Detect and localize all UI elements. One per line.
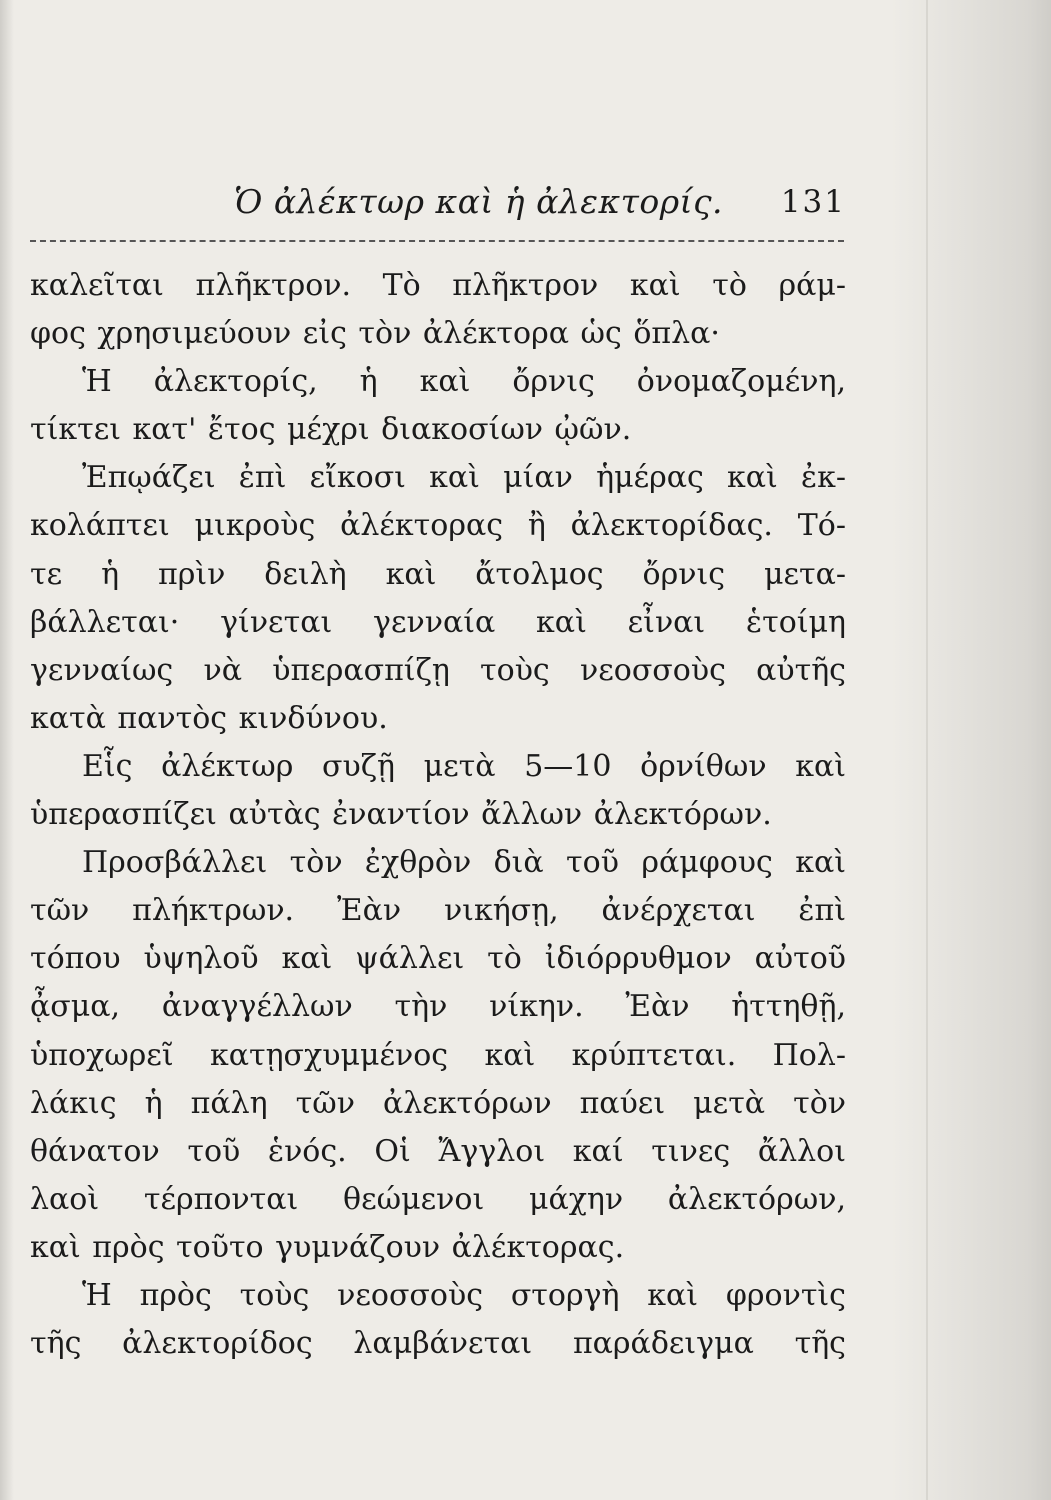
text-line: καλεῖται πλῆκτρον. Τὸ πλῆκτρον καὶ τὸ ράμ-	[30, 268, 846, 303]
text-line: τε ἡ πρὶν δειλὴ καὶ ἄτολμος ὄρνις μετα-	[30, 556, 846, 592]
text-line: ὑποχωρεῖ κατῃσχυμμένος καὶ κρύπτεται. Πολ-	[30, 1037, 846, 1073]
text-line: φος χρησιμεύουν εἰς τὸν ἀλέκτορα ὡς ὅπλα·	[30, 316, 720, 352]
text-line: θάνατον τοῦ ἑνός. Οἱ Ἄγγλοι καί τινες ἄλλοι	[30, 1133, 846, 1169]
header-rule	[30, 240, 844, 242]
text-line: λαοὶ τέρπονται θεώμενοι μάχην ἀλεκτόρων,	[30, 1181, 846, 1217]
text-line: Ἐπῳάζει ἐπὶ εἴκοσι καὶ μίαν ἡμέρας καὶ ἐκ-	[82, 460, 846, 496]
text-line: κολάπτει μικροὺς ἀλέκτορας ἢ ἀλεκτορίδας. Τό-	[30, 508, 846, 544]
text-line: καὶ πρὸς τοῦτο γυμνάζουν ἀλέκτορας.	[30, 1229, 625, 1265]
text-line: Προσβάλλει τὸν ἐχθρὸν διὰ τοῦ ράμφους καὶ	[82, 845, 846, 881]
text-line: Ἡ ἀλεκτορίς, ἡ καὶ ὄρνις ὀνομαζομένη,	[82, 364, 846, 400]
text-line: βάλλεται· γίνεται γενναία καὶ εἶναι ἑτοίμη	[30, 604, 846, 640]
page-header	[28, 182, 846, 232]
text-line: λάκις ἡ πάλη τῶν ἀλεκτόρων παύει μετὰ τὸν	[30, 1085, 846, 1121]
text-line: Ἡ πρὸς τοὺς νεοσσοὺς στοργὴ καὶ φροντὶς	[82, 1277, 846, 1313]
body-text	[30, 262, 846, 1368]
text-line: γενναίως νὰ ὑπερασπίζῃ τοὺς νεοσσοὺς αὐτῆς	[30, 652, 846, 688]
text-line: τῆς ἀλεκτορίδος λαμβάνεται παράδειγμα τῆς	[30, 1326, 846, 1362]
page-edge-shadow	[891, 0, 1051, 1500]
text-line: τίκτει κατ' ἔτος μέχρι διακοσίων ᾠῶν.	[30, 412, 632, 448]
text-line: τῶν πλήκτρων. Ἐὰν νικήσῃ, ἀνέρχεται ἐπὶ	[30, 893, 846, 929]
text-line: Εἷς ἀλέκτωρ συζῇ μετὰ 5—10 ὀρνίθων καὶ	[82, 748, 846, 784]
page-gutter-shadow	[0, 0, 14, 1500]
text-line: τόπου ὑψηλοῦ καὶ ψάλλει τὸ ἰδιόρρυθμον αὐτοῦ	[30, 941, 846, 977]
running-title: Ὁ ἀλέκτωρ καὶ ἡ ἀλεκτορίς.	[234, 182, 724, 221]
text-line: κατὰ παντὸς κινδύνου.	[30, 700, 388, 736]
text-line: ᾆσμα, ἀναγγέλλων τὴν νίκην. Ἐὰν ἡττηθῇ,	[30, 989, 846, 1025]
page-number: 131	[780, 184, 846, 220]
text-line: ὑπερασπίζει αὐτὰς ἐναντίον ἄλλων ἀλεκτόρων.	[30, 797, 772, 833]
